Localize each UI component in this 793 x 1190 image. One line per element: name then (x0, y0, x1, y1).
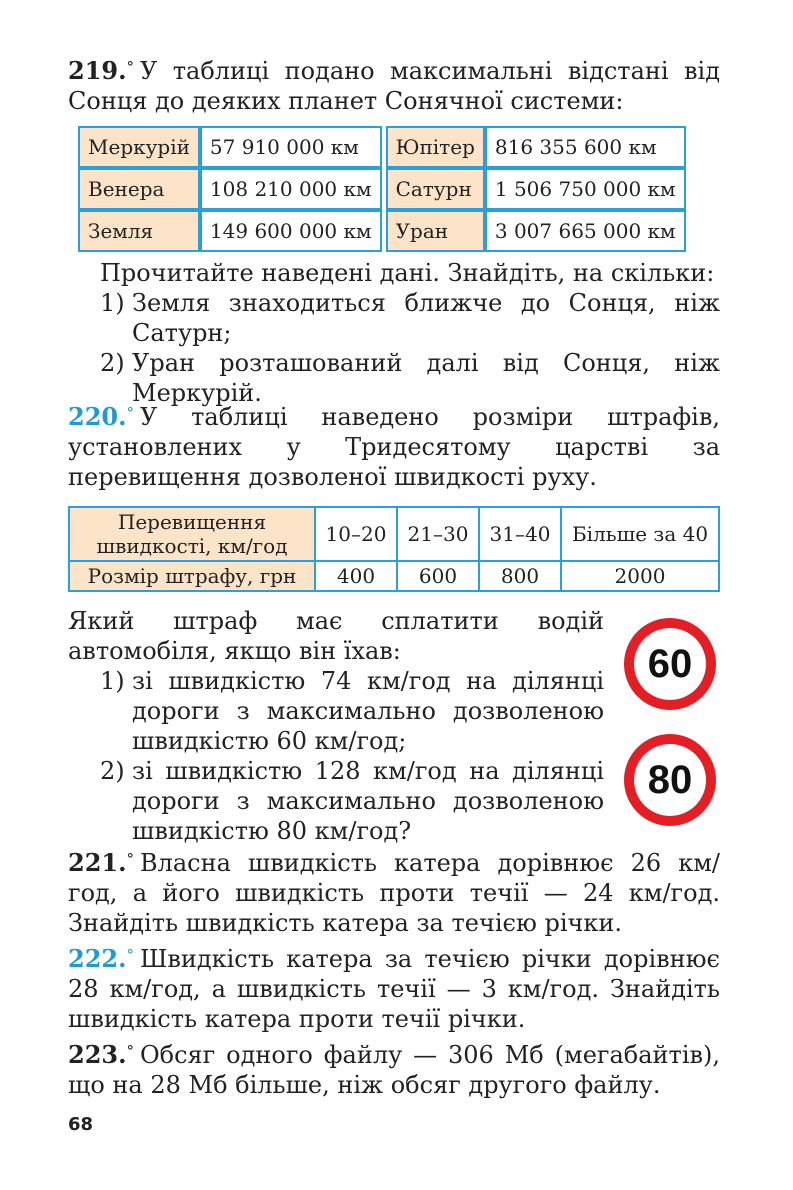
problem-number: 223. (68, 1040, 127, 1069)
problem-text: Обсяг одного файлу — 306 Мб (мегабайтів), що на 28 Мб більше, ніж обсяг другого файлу. (68, 1041, 720, 1099)
table-row: Венера 108 210 000 км Сатурн 1 506 750 000 км (78, 168, 686, 210)
problem-number: 222. (68, 944, 127, 973)
fines-table (68, 506, 720, 592)
question-text: Який штраф має сплатити водій автомобіля, якщо він їхав: (68, 607, 604, 665)
task-text: Прочитайте наведені дані. Знайдіть, на скільки: (100, 259, 715, 287)
problem-number: 221. (68, 848, 127, 877)
planet-distance-table (78, 126, 686, 252)
table-row: Розмір штрафу, грн 400 600 800 2000 (69, 561, 719, 591)
table-row: Меркурій 57 910 000 км Юпітер 816 355 600 км (78, 126, 686, 168)
list-item: 1) Земля знаходиться ближче до Сонця, ніж Сатурн; (100, 289, 720, 347)
problem-text: Швидкість катера за течією річки дорівнює 28 км/год, а швидкість течії — 3 км/год. Знайдіть швидкість катера проти течії річки. (68, 945, 720, 1033)
problem-219: 219.° У таблиці подано максимальні відстані від Сонця до деяких планет Сонячної системи: Меркурій 57 910 000 км Юпітер 816 355 600 км Венера 108 210 000 км Сатурн 1 506 750 000 км Земля 149 600 000 км Уран 3 007 665 000 км Прочитайте наведені дані. Знайдіть, на скільки: 1) Земля знаходиться ближче до Сонця, ніж Сатурн; 2) Уран розташований далі від Сонця, ніж Меркурій. (68, 56, 720, 407)
problem-text: У таблиці подано максимальні відстані від Сонця до деяких планет Сонячної системи: (68, 57, 720, 115)
list-item: 2) Уран розташований далі від Сонця, ніж Меркурій. (100, 349, 720, 407)
speed-limit-60-sign: 60 (624, 618, 716, 710)
problem-number: 220. (68, 402, 127, 431)
problem-220-question (68, 606, 720, 846)
list-item: 1) зі швидкістю 74 км/год на ділянці дороги з максимально дозволеною швидкістю 60 км/год; (100, 667, 604, 755)
problem-220: 220.° У таблиці наведено розміри штрафів, установлених у Тридесятому царстві за перевищення дозволеної швидкості руху. Перевищення швидкості, км/год 10–20 21–30 31–40 Більше за 40 Розмір штрафу, грн 400 600 800 2000 (68, 402, 720, 604)
problem-222: 222.° Швидкість катера за течією річки дорівнює 28 км/год, а швидкість течії — 3 км/год. Знайдіть швидкість катера проти течії річки. (68, 944, 720, 1033)
problem-221: 221.° Власна швидкість катера дорівнює 26 км/год, а його швидкість проти течії — 24 км/год. Знайдіть швидкість катера за течією річки. (68, 848, 720, 937)
problem-number: 219. (68, 56, 127, 85)
problem-text: Власна швидкість катера дорівнює 26 км/год, а його швидкість проти течії — 24 км/год. Знайдіть швидкість катера за течією річки. (68, 849, 720, 937)
problem-text: У таблиці наведено розміри штрафів, установлених у Тридесятому царстві за перевищення дозволеної швидкості руху. (68, 403, 720, 491)
problem-223: 223.° Обсяг одного файлу — 306 Мб (мегабайтів), що на 28 Мб більше, ніж обсяг другого файлу. (68, 1040, 720, 1099)
table-row: Перевищення швидкості, км/год 10–20 21–30 31–40 Більше за 40 (69, 507, 719, 561)
speed-limit-80-sign: 80 (624, 734, 716, 826)
page-number: 68 (68, 1114, 94, 1135)
list-item: 2) зі швидкістю 128 км/год на ділянці дороги з максимально дозволеною швидкістю 80 км/год? (100, 757, 604, 845)
table-row: Земля 149 600 000 км Уран 3 007 665 000 км (78, 210, 686, 252)
